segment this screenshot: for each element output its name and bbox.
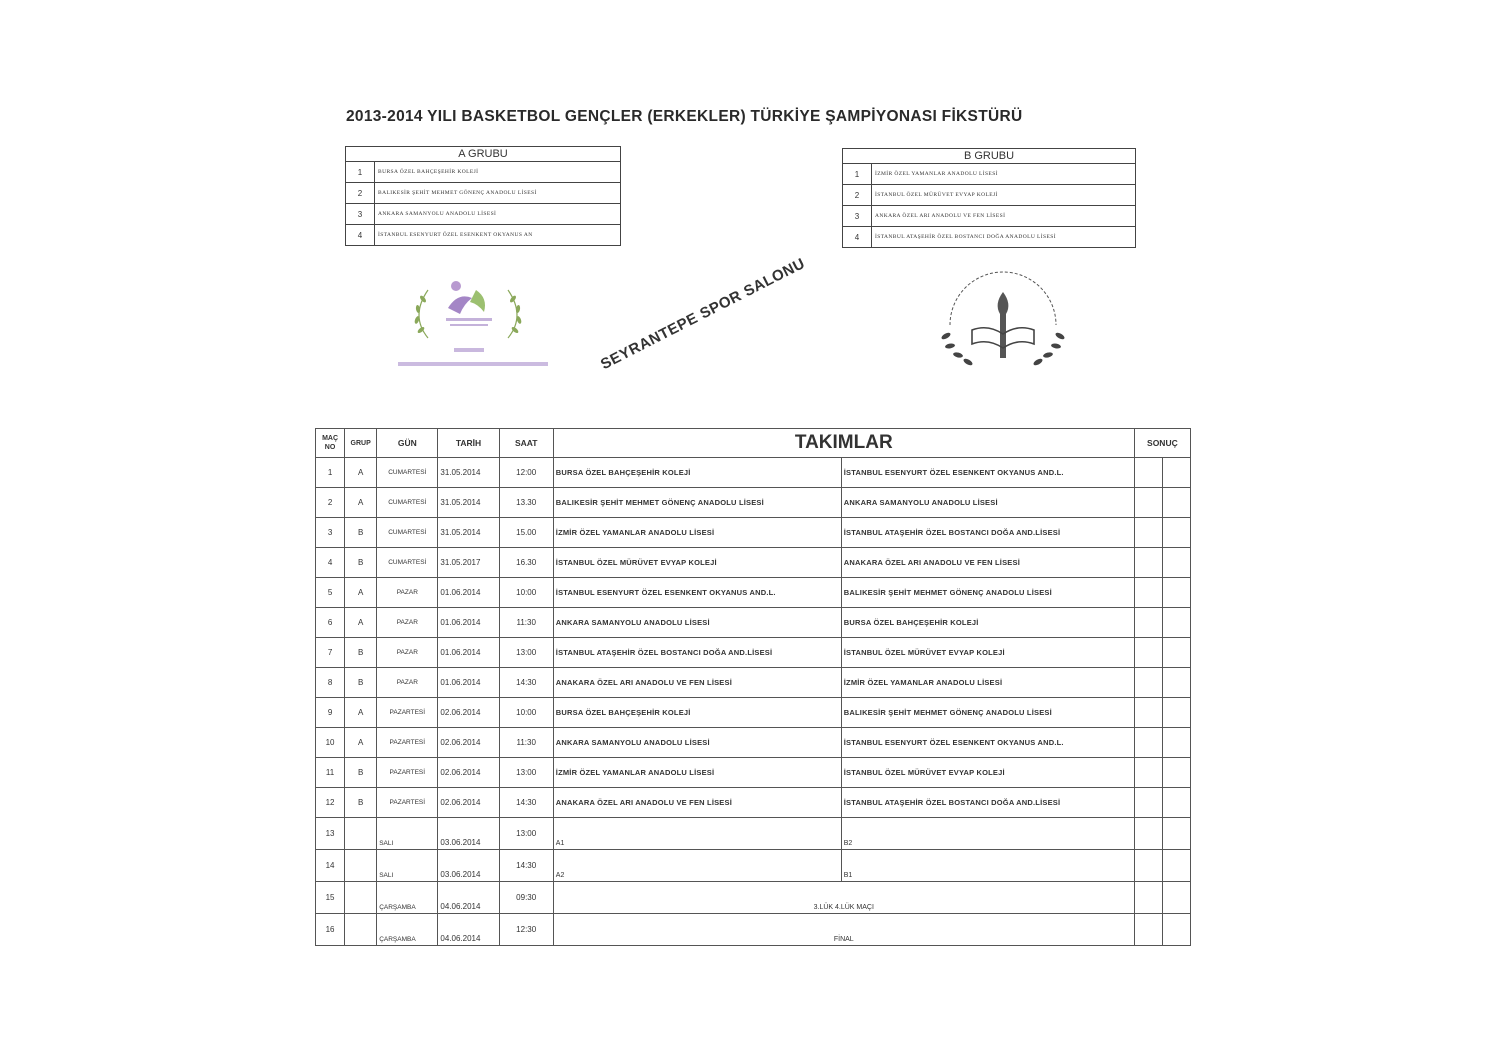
match-day: PAZAR [377, 578, 438, 608]
match-no: 6 [316, 608, 345, 638]
match-row [316, 728, 1191, 758]
group-a-heading: A GRUBU [346, 147, 621, 162]
away-team: BALIKESİR ŞEHİT MEHMET GÖNENÇ ANADOLU LİSESİ [841, 578, 1134, 608]
home-team: İSTANBUL ÖZEL MÜRÜVET EVYAP KOLEJİ [553, 548, 841, 578]
match-group: A [345, 728, 377, 758]
group-a-table [345, 146, 621, 246]
final-row [316, 882, 1191, 914]
match-day: CUMARTESİ [377, 518, 438, 548]
result-away-cell [1162, 638, 1190, 668]
match-group: B [345, 638, 377, 668]
match-no: 13 [316, 818, 345, 850]
match-no: 12 [316, 788, 345, 818]
away-team: İSTANBUL ESENYURT ÖZEL ESENKENT OKYANUS AND.L. [841, 458, 1134, 488]
header-mac-no: MAÇ NO [316, 429, 345, 458]
group-b-row: 1 İZMİR ÖZEL YAMANLAR ANADOLU LİSESİ [843, 164, 1136, 185]
match-label: 3.LÜK 4.LÜK MAÇI [553, 882, 1134, 914]
away-team: BURSA ÖZEL BAHÇEŞEHİR KOLEJİ [841, 608, 1134, 638]
venue-stamp: SEYRANTEPE SPOR SALONU [598, 255, 808, 374]
match-time: 11:30 [499, 608, 553, 638]
result-away-cell [1162, 882, 1190, 914]
match-no: 5 [316, 578, 345, 608]
result-home-cell [1134, 578, 1162, 608]
match-date: 01.06.2014 [438, 638, 499, 668]
group-b-row: 4 İSTANBUL ATAŞEHİR ÖZEL BOSTANCI DOĞA ANADOLU LİSESİ [843, 227, 1136, 248]
match-time: 13:00 [499, 818, 553, 850]
result-home-cell [1134, 608, 1162, 638]
away-team: İSTANBUL ATAŞEHİR ÖZEL BOSTANCI DOĞA AND.LİSESİ [841, 518, 1134, 548]
result-away-cell [1162, 488, 1190, 518]
header-sonuc: SONUÇ [1134, 429, 1190, 458]
match-date: 02.06.2014 [438, 788, 499, 818]
match-date: 04.06.2014 [438, 882, 499, 914]
result-home-cell [1134, 548, 1162, 578]
away-team: BALIKESİR ŞEHİT MEHMET GÖNENÇ ANADOLU LİSESİ [841, 698, 1134, 728]
home-team: A1 [553, 818, 841, 850]
home-team: BURSA ÖZEL BAHÇEŞEHİR KOLEJİ [553, 458, 841, 488]
result-home-cell [1134, 758, 1162, 788]
result-away-cell [1162, 548, 1190, 578]
away-team: İSTANBUL ÖZEL MÜRÜVET EVYAP KOLEJİ [841, 638, 1134, 668]
team-name: İSTANBUL ESENYURT ÖZEL ESENKENT OKYANUS AN [375, 225, 621, 246]
match-time: 15.00 [499, 518, 553, 548]
match-date: 01.06.2014 [438, 578, 499, 608]
result-home-cell [1134, 914, 1162, 946]
match-group: A [345, 458, 377, 488]
match-date: 31.05.2014 [438, 488, 499, 518]
match-time: 16.30 [499, 548, 553, 578]
match-date: 02.06.2014 [438, 758, 499, 788]
home-team: ANAKARA ÖZEL ARI ANADOLU VE FEN LİSESİ [553, 788, 841, 818]
away-team: İSTANBUL ÖZEL MÜRÜVET EVYAP KOLEJİ [841, 758, 1134, 788]
match-date: 01.06.2014 [438, 608, 499, 638]
match-day: PAZARTESİ [377, 788, 438, 818]
home-team: İSTANBUL ATAŞEHİR ÖZEL BOSTANCI DOĞA AND.LİSESİ [553, 638, 841, 668]
match-row [316, 668, 1191, 698]
match-day: PAZARTESİ [377, 758, 438, 788]
match-no: 8 [316, 668, 345, 698]
match-no: 3 [316, 518, 345, 548]
away-team: İSTANBUL ATAŞEHİR ÖZEL BOSTANCI DOĞA AND.LİSESİ [841, 788, 1134, 818]
group-a-row: 1 BURSA ÖZEL BAHÇEŞEHİR KOLEJİ [346, 162, 621, 183]
team-name: ANKARA SAMANYOLU ANADOLU LİSESİ [375, 204, 621, 225]
away-team: ANAKARA ÖZEL ARI ANADOLU VE FEN LİSESİ [841, 548, 1134, 578]
match-time: 11:30 [499, 728, 553, 758]
match-time: 13:00 [499, 638, 553, 668]
team-name: İZMİR ÖZEL YAMANLAR ANADOLU LİSESİ [872, 164, 1136, 185]
result-home-cell [1134, 488, 1162, 518]
match-time: 13.30 [499, 488, 553, 518]
match-group [345, 882, 377, 914]
group-a-row: 2 BALIKESİR ŞEHİT MEHMET GÖNENÇ ANADOLU LİSESİ [346, 183, 621, 204]
match-no: 10 [316, 728, 345, 758]
match-time: 14:30 [499, 668, 553, 698]
match-row [316, 638, 1191, 668]
match-group: A [345, 698, 377, 728]
result-home-cell [1134, 818, 1162, 850]
result-away-cell [1162, 758, 1190, 788]
match-group: B [345, 758, 377, 788]
match-day: PAZAR [377, 608, 438, 638]
match-group [345, 818, 377, 850]
result-away-cell [1162, 788, 1190, 818]
result-away-cell [1162, 668, 1190, 698]
match-time: 12:30 [499, 914, 553, 946]
match-time: 10:00 [499, 698, 553, 728]
result-home-cell [1134, 728, 1162, 758]
match-group: A [345, 488, 377, 518]
match-group [345, 914, 377, 946]
match-time: 09:30 [499, 882, 553, 914]
match-row [316, 488, 1191, 518]
result-away-cell [1162, 518, 1190, 548]
result-away-cell [1162, 458, 1190, 488]
match-date: 03.06.2014 [438, 850, 499, 882]
match-label: FİNAL [553, 914, 1134, 946]
away-team: İZMİR ÖZEL YAMANLAR ANADOLU LİSESİ [841, 668, 1134, 698]
match-day: PAZAR [377, 638, 438, 668]
match-date: 31.05.2014 [438, 458, 499, 488]
match-row [316, 458, 1191, 488]
result-away-cell [1162, 728, 1190, 758]
match-day: CUMARTESİ [377, 548, 438, 578]
away-team: İSTANBUL ESENYURT ÖZEL ESENKENT OKYANUS AND.L. [841, 728, 1134, 758]
match-row [316, 548, 1191, 578]
match-row [316, 578, 1191, 608]
home-team: İSTANBUL ESENYURT ÖZEL ESENKENT OKYANUS AND.L. [553, 578, 841, 608]
match-day: ÇARŞAMBA [377, 882, 438, 914]
result-home-cell [1134, 458, 1162, 488]
header-grup: GRUP [345, 429, 377, 458]
result-away-cell [1162, 914, 1190, 946]
match-day: PAZAR [377, 668, 438, 698]
match-group: A [345, 578, 377, 608]
team-name: BALIKESİR ŞEHİT MEHMET GÖNENÇ ANADOLU LİSESİ [375, 183, 621, 204]
match-row [316, 788, 1191, 818]
match-date: 02.06.2014 [438, 698, 499, 728]
group-a-row: 4 İSTANBUL ESENYURT ÖZEL ESENKENT OKYANUS AN [346, 225, 621, 246]
fixture-header-row [316, 429, 1191, 458]
group-b-table [842, 148, 1136, 248]
home-team: İZMİR ÖZEL YAMANLAR ANADOLU LİSESİ [553, 518, 841, 548]
match-row [316, 698, 1191, 728]
match-day: PAZARTESİ [377, 728, 438, 758]
match-date: 03.06.2014 [438, 818, 499, 850]
result-home-cell [1134, 882, 1162, 914]
match-group: B [345, 668, 377, 698]
match-row [316, 608, 1191, 638]
match-group: B [345, 518, 377, 548]
home-team: BALIKESİR ŞEHİT MEHMET GÖNENÇ ANADOLU LİSESİ [553, 488, 841, 518]
match-date: 31.05.2014 [438, 518, 499, 548]
home-team: BURSA ÖZEL BAHÇEŞEHİR KOLEJİ [553, 698, 841, 728]
group-a-row: 3 ANKARA SAMANYOLU ANADOLU LİSESİ [346, 204, 621, 225]
match-no: 9 [316, 698, 345, 728]
final-row [316, 850, 1191, 882]
result-home-cell [1134, 850, 1162, 882]
result-home-cell [1134, 698, 1162, 728]
home-team: İZMİR ÖZEL YAMANLAR ANADOLU LİSESİ [553, 758, 841, 788]
match-time: 10:00 [499, 578, 553, 608]
away-team: B2 [841, 818, 1134, 850]
match-date: 02.06.2014 [438, 728, 499, 758]
team-name: BURSA ÖZEL BAHÇEŞEHİR KOLEJİ [375, 162, 621, 183]
match-day: ÇARŞAMBA [377, 914, 438, 946]
match-no: 15 [316, 882, 345, 914]
match-time: 12:00 [499, 458, 553, 488]
group-b-row: 3 ANKARA ÖZEL ARI ANADOLU VE FEN LİSESİ [843, 206, 1136, 227]
team-name: İSTANBUL ÖZEL MÜRÜVET EVYAP KOLEJİ [872, 185, 1136, 206]
group-b-row: 2 İSTANBUL ÖZEL MÜRÜVET EVYAP KOLEJİ [843, 185, 1136, 206]
result-away-cell [1162, 578, 1190, 608]
match-no: 2 [316, 488, 345, 518]
match-no: 7 [316, 638, 345, 668]
result-away-cell [1162, 698, 1190, 728]
match-row [316, 518, 1191, 548]
result-away-cell [1162, 818, 1190, 850]
away-team: B1 [841, 850, 1134, 882]
ministry-logo [928, 270, 1078, 380]
header-gun: GÜN [377, 429, 438, 458]
home-team: ANAKARA ÖZEL ARI ANADOLU VE FEN LİSESİ [553, 668, 841, 698]
match-date: 04.06.2014 [438, 914, 499, 946]
home-team: A2 [553, 850, 841, 882]
result-home-cell [1134, 668, 1162, 698]
result-home-cell [1134, 638, 1162, 668]
result-away-cell [1162, 850, 1190, 882]
home-team: ANKARA SAMANYOLU ANADOLU LİSESİ [553, 608, 841, 638]
header-saat: SAAT [499, 429, 553, 458]
away-team: ANKARA SAMANYOLU ANADOLU LİSESİ [841, 488, 1134, 518]
group-b-heading: B GRUBU [843, 149, 1136, 164]
match-day: SALI [377, 850, 438, 882]
document-title: 2013-2014 YILI BASKETBOL GENÇLER (ERKEKLER) TÜRKİYE ŞAMPİYONASI FİKSTÜRÜ [346, 108, 1023, 125]
match-no: 14 [316, 850, 345, 882]
match-time: 14:30 [499, 788, 553, 818]
team-name: İSTANBUL ATAŞEHİR ÖZEL BOSTANCI DOĞA ANADOLU LİSESİ [872, 227, 1136, 248]
match-row [316, 758, 1191, 788]
match-no: 4 [316, 548, 345, 578]
match-time: 13:00 [499, 758, 553, 788]
final-row [316, 818, 1191, 850]
match-date: 31.05.2017 [438, 548, 499, 578]
match-group: B [345, 548, 377, 578]
home-team: ANKARA SAMANYOLU ANADOLU LİSESİ [553, 728, 841, 758]
match-date: 01.06.2014 [438, 668, 499, 698]
match-time: 14:30 [499, 850, 553, 882]
match-day: CUMARTESİ [377, 488, 438, 518]
match-day: SALI [377, 818, 438, 850]
fixture-table [315, 428, 1191, 946]
result-home-cell [1134, 788, 1162, 818]
result-home-cell [1134, 518, 1162, 548]
federation-logo [388, 268, 548, 378]
result-away-cell [1162, 608, 1190, 638]
final-row [316, 914, 1191, 946]
match-group: A [345, 608, 377, 638]
match-day: PAZARTESİ [377, 698, 438, 728]
match-group: B [345, 788, 377, 818]
match-group [345, 850, 377, 882]
header-tarih: TARİH [438, 429, 499, 458]
match-no: 11 [316, 758, 345, 788]
match-no: 16 [316, 914, 345, 946]
team-name: ANKARA ÖZEL ARI ANADOLU VE FEN LİSESİ [872, 206, 1136, 227]
match-no: 1 [316, 458, 345, 488]
header-takimlar: TAKIMLAR [553, 429, 1134, 458]
match-day: CUMARTESİ [377, 458, 438, 488]
